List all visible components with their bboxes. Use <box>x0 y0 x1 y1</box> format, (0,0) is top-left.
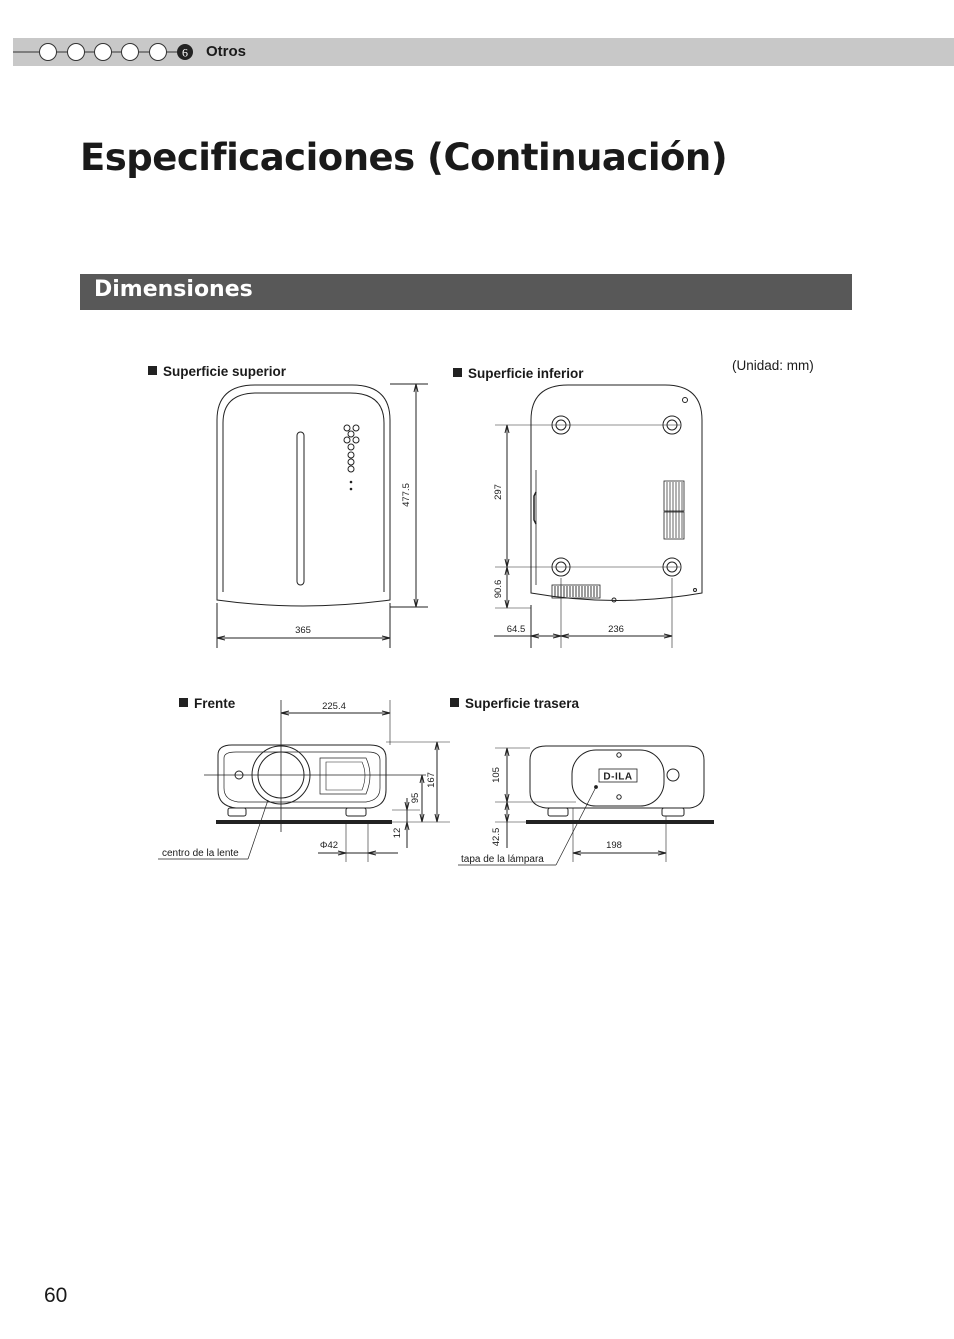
d-ila-logo <box>599 769 637 783</box>
view-label-top: Superficie superior <box>148 364 286 379</box>
view-label-rear: Superficie trasera <box>450 696 579 711</box>
dim-rear-width: 198 <box>606 840 622 851</box>
chapter-number: 6 <box>182 45 188 60</box>
dim-rear-upper-height: 105 <box>491 767 502 783</box>
unit-note: (Unidad: mm) <box>732 358 814 373</box>
page-title: Especificaciones (Continuación) <box>80 136 728 179</box>
dim-bottom-feet-width: 236 <box>608 624 624 635</box>
top-view-drawing <box>217 384 428 648</box>
view-label-front: Frente <box>179 696 235 711</box>
chapter-name: Otros <box>206 43 247 60</box>
dim-front-foot-height: 12 <box>392 827 403 839</box>
section-title: Dimensiones <box>94 277 253 302</box>
dim-top-depth: 477.5 <box>401 483 412 507</box>
callout-lamp-cover: tapa de la lámpara <box>461 854 544 865</box>
dim-front-lens-height: 95 <box>410 792 421 804</box>
dim-front-foot-diameter: Φ42 <box>319 840 339 851</box>
bottom-view-drawing <box>494 385 702 648</box>
dim-front-height: 167 <box>426 772 437 788</box>
dim-bottom-rear-offset: 90.6 <box>493 579 504 599</box>
view-label-bottom: Superficie inferior <box>453 366 584 381</box>
dim-rear-lower-height: 42.5 <box>491 827 502 847</box>
callout-lens-center: centro de la lente <box>162 848 239 859</box>
front-view-drawing <box>158 700 450 862</box>
page-number: 60 <box>44 1284 68 1307</box>
dim-bottom-side-offset: 64.5 <box>506 624 526 635</box>
svg-text:D-ILA: D-ILA <box>603 771 633 783</box>
dim-top-width: 365 <box>295 625 311 636</box>
dim-bottom-feet-depth: 297 <box>493 484 504 500</box>
dim-front-lens-offset: 225.4 <box>322 701 346 712</box>
